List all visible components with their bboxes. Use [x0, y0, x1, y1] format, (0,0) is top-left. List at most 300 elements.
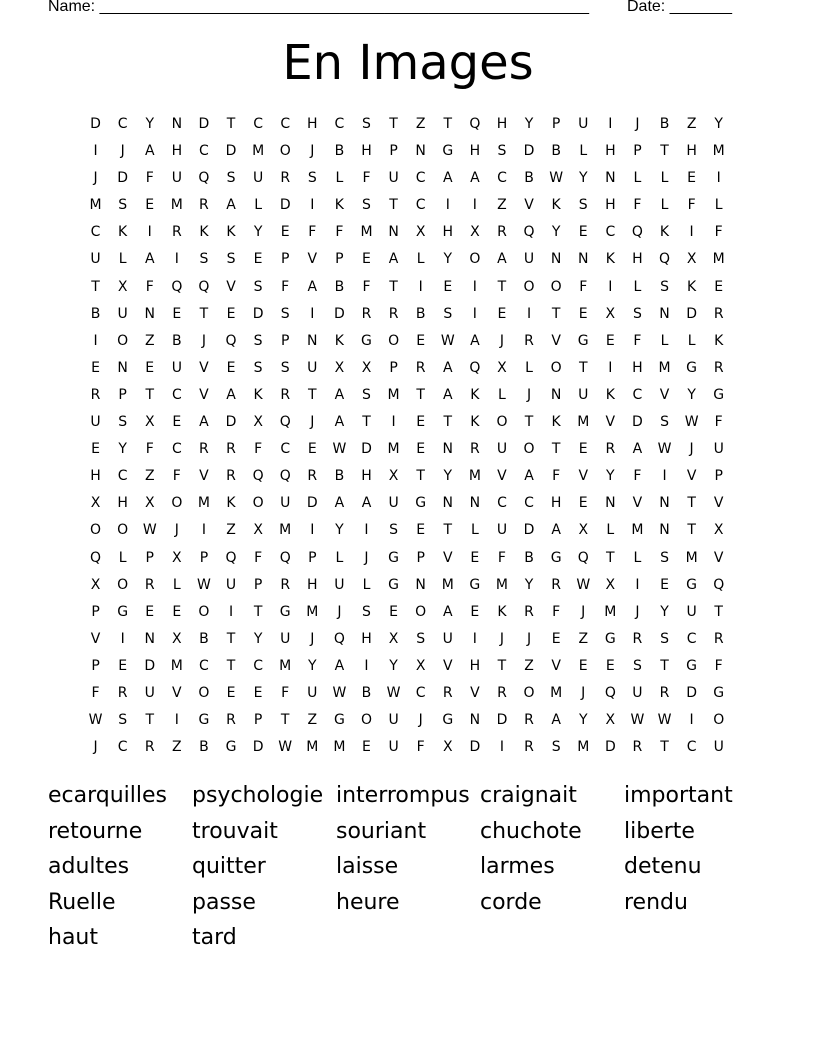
grid-letter: W: [657, 441, 672, 458]
grid-letter: X: [686, 251, 697, 268]
grid-letter: E: [118, 657, 128, 674]
grid-letter: W: [657, 712, 672, 729]
grid-letter: V: [713, 549, 724, 566]
word-list-item: Ruelle: [48, 889, 116, 915]
grid-letter: D: [496, 712, 508, 729]
grid-letter: C: [334, 116, 345, 132]
grid-letter: D: [252, 305, 264, 322]
grid-letter: B: [524, 170, 534, 187]
grid-letter: E: [280, 224, 290, 241]
grid-letter: H: [686, 143, 697, 160]
grid-letter: W: [88, 712, 103, 729]
grid-letter: Z: [307, 712, 318, 729]
grid-letter: U: [388, 495, 399, 512]
grid-letter: F: [335, 224, 344, 241]
grid-letter: P: [416, 549, 425, 566]
word-list-item: quitter: [192, 854, 266, 879]
grid-letter: A: [226, 197, 236, 214]
grid-letter: V: [90, 630, 101, 647]
grid-row: [82, 192, 742, 219]
grid-letter: I: [310, 305, 315, 322]
grid-letter: E: [91, 441, 100, 458]
grid-letter: U: [388, 739, 399, 756]
grid-letter: O: [523, 441, 535, 458]
grid-letter: K: [199, 224, 209, 241]
grid-letter: Y: [335, 522, 344, 539]
grid-letter: D: [686, 684, 697, 701]
grid-letter: K: [497, 603, 507, 620]
grid-letter: V: [442, 549, 453, 566]
grid-letter: S: [362, 386, 371, 403]
grid-letter: F: [362, 278, 371, 295]
grid-letter: H: [171, 143, 183, 160]
grid-row: [82, 301, 742, 328]
grid-letter: V: [172, 684, 182, 701]
grid-row: [82, 734, 742, 761]
grid-letter: R: [226, 441, 236, 458]
grid-letter: D: [604, 739, 616, 756]
grid-letter: X: [605, 305, 616, 322]
grid-letter: P: [199, 549, 209, 566]
grid-letter: I: [147, 224, 152, 241]
grid-letter: J: [499, 332, 505, 349]
header-line: [48, 0, 748, 18]
grid-letter: D: [361, 441, 372, 458]
word-list-item: important: [624, 783, 733, 808]
grid-letter: Z: [172, 739, 182, 756]
grid-letter: T: [145, 712, 155, 729]
grid-letter: D: [523, 522, 535, 539]
grid-letter: Y: [524, 576, 534, 593]
grid-letter: L: [606, 522, 615, 539]
grid-letter: W: [332, 684, 347, 701]
grid-letter: E: [91, 359, 100, 376]
word-list-item: liberte: [624, 818, 695, 844]
grid-letter: R: [90, 386, 101, 403]
grid-letter: J: [581, 603, 586, 620]
grid-letter: E: [443, 278, 453, 295]
grid-letter: F: [91, 684, 100, 701]
grid-letter: F: [633, 332, 642, 349]
grid-letter: R: [388, 305, 399, 322]
grid-letter: F: [145, 170, 154, 187]
grid-letter: G: [686, 576, 698, 593]
grid-letter: M: [279, 522, 292, 539]
grid-letter: I: [689, 224, 694, 241]
grid-letter: U: [307, 359, 318, 376]
grid-letter: F: [362, 170, 371, 187]
grid-letter: N: [388, 224, 399, 241]
grid-row: [82, 463, 742, 490]
grid-letter: V: [632, 495, 643, 512]
grid-letter: Y: [145, 116, 155, 132]
grid-letter: L: [579, 143, 588, 160]
grid-letter: B: [334, 278, 345, 295]
word-list-item: tard: [192, 925, 237, 950]
grid-letter: P: [280, 332, 290, 349]
grid-letter: M: [468, 468, 481, 485]
grid-letter: Z: [497, 197, 507, 214]
grid-letter: A: [226, 386, 236, 403]
grid-letter: R: [280, 576, 291, 593]
grid-letter: E: [145, 197, 155, 214]
grid-letter: X: [605, 712, 616, 729]
word-list-item: adultes: [48, 854, 130, 879]
grid-letter: S: [118, 197, 128, 214]
grid-letter: T: [362, 414, 371, 431]
grid-letter: J: [689, 441, 694, 458]
word-list-item: trouvait: [192, 818, 278, 844]
grid-letter: E: [226, 305, 236, 322]
grid-letter: A: [199, 414, 209, 431]
grid-letter: N: [307, 332, 318, 349]
grid-letter: U: [442, 630, 453, 647]
grid-letter: T: [660, 739, 669, 756]
word-list-item: larmes: [480, 854, 555, 879]
grid-letter: M: [550, 684, 563, 701]
grid-letter: T: [443, 414, 453, 431]
grid-letter: T: [253, 603, 263, 620]
grid-letter: U: [90, 251, 101, 268]
grid-letter: G: [117, 603, 129, 620]
grid-letter: I: [93, 143, 98, 160]
grid-letter: Y: [578, 712, 588, 729]
grid-letter: W: [386, 684, 401, 701]
grid-letter: X: [253, 414, 263, 431]
grid-letter: S: [362, 116, 371, 132]
grid-letter: C: [686, 630, 697, 647]
grid-letter: U: [280, 495, 291, 512]
grid-letter: C: [253, 657, 263, 674]
grid-letter: V: [524, 197, 534, 214]
grid-letter: F: [416, 739, 425, 756]
grid-letter: D: [90, 116, 101, 132]
grid-letter: G: [713, 386, 725, 403]
word-list-item: souriant: [336, 818, 427, 844]
grid-letter: Q: [198, 278, 210, 295]
grid-letter: B: [415, 305, 426, 322]
grid-letter: Z: [226, 522, 236, 539]
grid-letter: F: [281, 684, 290, 701]
grid-letter: U: [578, 116, 589, 132]
grid-letter: P: [389, 143, 398, 160]
grid-letter: S: [416, 630, 426, 647]
grid-letter: F: [633, 197, 642, 214]
grid-letter: T: [524, 414, 534, 431]
grid-letter: X: [388, 468, 399, 485]
grid-letter: A: [361, 495, 372, 512]
grid-letter: Y: [118, 441, 127, 458]
grid-letter: I: [689, 712, 694, 729]
grid-letter: G: [333, 712, 345, 729]
grid-row: [82, 707, 742, 734]
grid-letter: A: [551, 712, 561, 729]
grid-letter: E: [307, 441, 317, 458]
grid-letter: J: [526, 386, 532, 403]
grid-letter: N: [144, 630, 155, 647]
grid-letter: N: [469, 712, 481, 729]
grid-letter: Z: [524, 657, 534, 674]
grid-letter: J: [93, 170, 98, 187]
grid-letter: S: [660, 414, 669, 431]
grid-letter: S: [253, 332, 263, 349]
grid-letter: J: [201, 332, 206, 349]
grid-letter: P: [335, 251, 344, 268]
grid-letter: J: [364, 549, 369, 566]
grid-letter: C: [497, 170, 507, 187]
grid-letter: I: [391, 414, 396, 431]
grid-letter: J: [526, 630, 532, 647]
word-list-item: passe: [192, 889, 256, 915]
grid-letter: G: [469, 576, 481, 593]
grid-letter: H: [469, 143, 481, 160]
grid-letter: V: [497, 468, 507, 485]
grid-letter: U: [713, 739, 724, 756]
grid-letter: M: [441, 576, 454, 593]
grid-letter: N: [550, 386, 562, 403]
word-list-item: craignait: [480, 783, 577, 808]
grid-letter: H: [632, 359, 643, 376]
grid-letter: F: [579, 278, 588, 295]
grid-letter: M: [306, 739, 319, 756]
grid-letter: Q: [225, 549, 237, 566]
grid-letter: Z: [578, 630, 589, 647]
grid-letter: D: [144, 657, 156, 674]
grid-letter: X: [388, 630, 399, 647]
grid-letter: K: [334, 332, 344, 349]
grid-letter: U: [713, 441, 724, 458]
grid-letter: I: [608, 116, 613, 132]
grid-letter: A: [442, 603, 453, 620]
grid-letter: G: [388, 576, 399, 593]
grid-row: [82, 111, 742, 138]
grid-letter: A: [442, 386, 453, 403]
grid-letter: S: [389, 522, 399, 539]
grid-letter: D: [469, 739, 481, 756]
grid-letter: X: [578, 522, 589, 539]
grid-letter: X: [90, 495, 101, 512]
grid-letter: D: [686, 305, 697, 322]
grid-letter: E: [253, 684, 263, 701]
grid-letter: S: [253, 359, 263, 376]
grid-letter: F: [687, 197, 696, 214]
grid-letter: T: [91, 278, 100, 295]
grid-letter: E: [578, 305, 588, 322]
grid-letter: N: [144, 305, 155, 322]
grid-letter: L: [633, 549, 642, 566]
grid-letter: S: [660, 630, 669, 647]
grid-letter: M: [685, 549, 698, 566]
grid-letter: E: [687, 170, 697, 187]
grid-row: [82, 490, 742, 517]
grid-letter: O: [252, 495, 264, 512]
grid-letter: R: [280, 386, 291, 403]
grid-letter: D: [306, 495, 318, 512]
grid-letter: I: [228, 603, 234, 620]
grid-letter: P: [633, 143, 642, 160]
grid-letter: L: [687, 332, 696, 349]
grid-letter: T: [578, 359, 588, 376]
grid-letter: O: [90, 522, 102, 539]
grid-letter: K: [470, 414, 480, 431]
grid-letter: U: [171, 170, 182, 187]
grid-letter: T: [660, 143, 669, 160]
grid-letter: J: [174, 522, 179, 539]
grid-letter: X: [415, 224, 426, 241]
grid-letter: X: [605, 576, 616, 593]
word-list-item: rendu: [624, 889, 688, 915]
grid-letter: C: [524, 495, 534, 512]
grid-letter: T: [389, 278, 398, 295]
grid-letter: O: [469, 251, 481, 268]
grid-letter: X: [172, 630, 182, 647]
grid-letter: S: [253, 278, 263, 295]
grid-letter: F: [714, 414, 723, 431]
grid-letter: G: [415, 495, 427, 512]
grid-letter: J: [120, 143, 125, 160]
grid-letter: U: [334, 576, 345, 593]
grid-letter: E: [605, 657, 615, 674]
grid-letter: P: [118, 386, 127, 403]
grid-letter: P: [91, 657, 100, 674]
grid-letter: S: [118, 414, 128, 431]
grid-letter: P: [253, 576, 263, 593]
grid-letter: L: [498, 386, 506, 403]
grid-letter: X: [253, 522, 263, 539]
grid-letter: V: [713, 495, 724, 512]
grid-letter: V: [307, 251, 318, 268]
grid-letter: N: [605, 495, 616, 512]
grid-letter: I: [310, 197, 315, 214]
grid-letter: Y: [253, 224, 263, 241]
grid-letter: V: [199, 386, 209, 403]
grid-letter: K: [605, 251, 615, 268]
grid-letter: M: [306, 603, 319, 620]
grid-letter: I: [472, 278, 477, 295]
grid-letter: T: [226, 116, 236, 132]
grid-letter: N: [442, 441, 453, 458]
word-list-item: psychologie: [192, 783, 324, 808]
grid-row: [82, 517, 742, 544]
grid-letter: K: [118, 224, 128, 241]
grid-letter: B: [90, 305, 101, 322]
grid-letter: C: [117, 739, 128, 756]
grid-letter: F: [308, 224, 317, 241]
grid-letter: X: [442, 739, 453, 756]
grid-letter: X: [497, 359, 507, 376]
grid-letter: R: [713, 305, 724, 322]
grid-letter: X: [172, 549, 182, 566]
grid-letter: A: [334, 414, 345, 431]
grid-letter: T: [443, 522, 453, 539]
grid-letter: P: [280, 251, 290, 268]
grid-letter: M: [360, 224, 373, 241]
grid-letter: E: [362, 251, 371, 268]
grid-letter: C: [497, 495, 507, 512]
grid-letter: I: [472, 305, 477, 322]
grid-row: [82, 572, 742, 599]
grid-letter: B: [361, 684, 372, 701]
grid-letter: H: [469, 657, 481, 674]
grid-letter: Q: [631, 224, 643, 241]
grid-letter: G: [686, 359, 698, 376]
grid-letter: Q: [198, 170, 210, 187]
grid-letter: K: [334, 197, 344, 214]
grid-letter: H: [605, 197, 616, 214]
grid-letter: H: [605, 143, 616, 160]
grid-letter: C: [686, 739, 697, 756]
grid-letter: Q: [171, 278, 183, 295]
grid-row: [82, 219, 742, 246]
grid-letter: I: [310, 522, 315, 539]
grid-letter: E: [172, 414, 182, 431]
grid-letter: T: [226, 630, 236, 647]
grid-letter: A: [497, 251, 507, 268]
grid-letter: T: [389, 116, 398, 132]
grid-letter: N: [577, 251, 589, 268]
grid-letter: H: [307, 116, 318, 132]
grid-letter: R: [171, 224, 182, 241]
grid-letter: W: [549, 170, 564, 187]
grid-letter: D: [632, 414, 643, 431]
grid-letter: O: [171, 495, 183, 512]
grid-letter: F: [633, 468, 642, 485]
grid-letter: I: [120, 630, 125, 647]
grid-letter: T: [416, 386, 425, 403]
grid-row: [82, 653, 742, 680]
grid-letter: O: [198, 603, 210, 620]
grid-letter: R: [280, 170, 291, 187]
grid-letter: D: [279, 197, 291, 214]
grid-letter: B: [334, 468, 345, 485]
grid-letter: H: [442, 224, 454, 241]
grid-letter: T: [551, 305, 561, 322]
grid-letter: Y: [606, 468, 615, 485]
grid-letter: A: [442, 170, 453, 187]
letter-grid: [82, 111, 742, 761]
grid-letter: R: [632, 739, 643, 756]
grid-letter: A: [334, 495, 345, 512]
grid-letter: J: [337, 603, 342, 620]
grid-letter: T: [443, 116, 453, 132]
word-list-item: detenu: [624, 854, 702, 879]
grid-letter: K: [551, 414, 561, 431]
grid-letter: H: [496, 116, 508, 132]
grid-letter: D: [225, 414, 237, 431]
grid-letter: H: [361, 143, 372, 160]
grid-letter: Y: [687, 386, 696, 403]
grid-letter: T: [551, 441, 561, 458]
grid-row: [82, 165, 742, 192]
grid-letter: J: [635, 603, 640, 620]
grid-letter: E: [578, 224, 588, 241]
grid-letter: S: [280, 305, 290, 322]
grid-letter: C: [90, 224, 101, 241]
grid-letter: K: [226, 495, 236, 512]
grid-letter: F: [552, 603, 561, 620]
grid-letter: U: [523, 251, 535, 268]
grid-letter: M: [604, 603, 617, 620]
grid-letter: R: [524, 332, 534, 349]
grid-letter: E: [605, 332, 615, 349]
grid-letter: Q: [523, 224, 535, 241]
grid-letter: B: [334, 143, 345, 160]
grid-letter: M: [577, 739, 590, 756]
grid-letter: R: [632, 630, 643, 647]
grid-letter: M: [495, 576, 508, 593]
grid-letter: E: [416, 441, 426, 458]
grid-letter: L: [416, 251, 425, 268]
